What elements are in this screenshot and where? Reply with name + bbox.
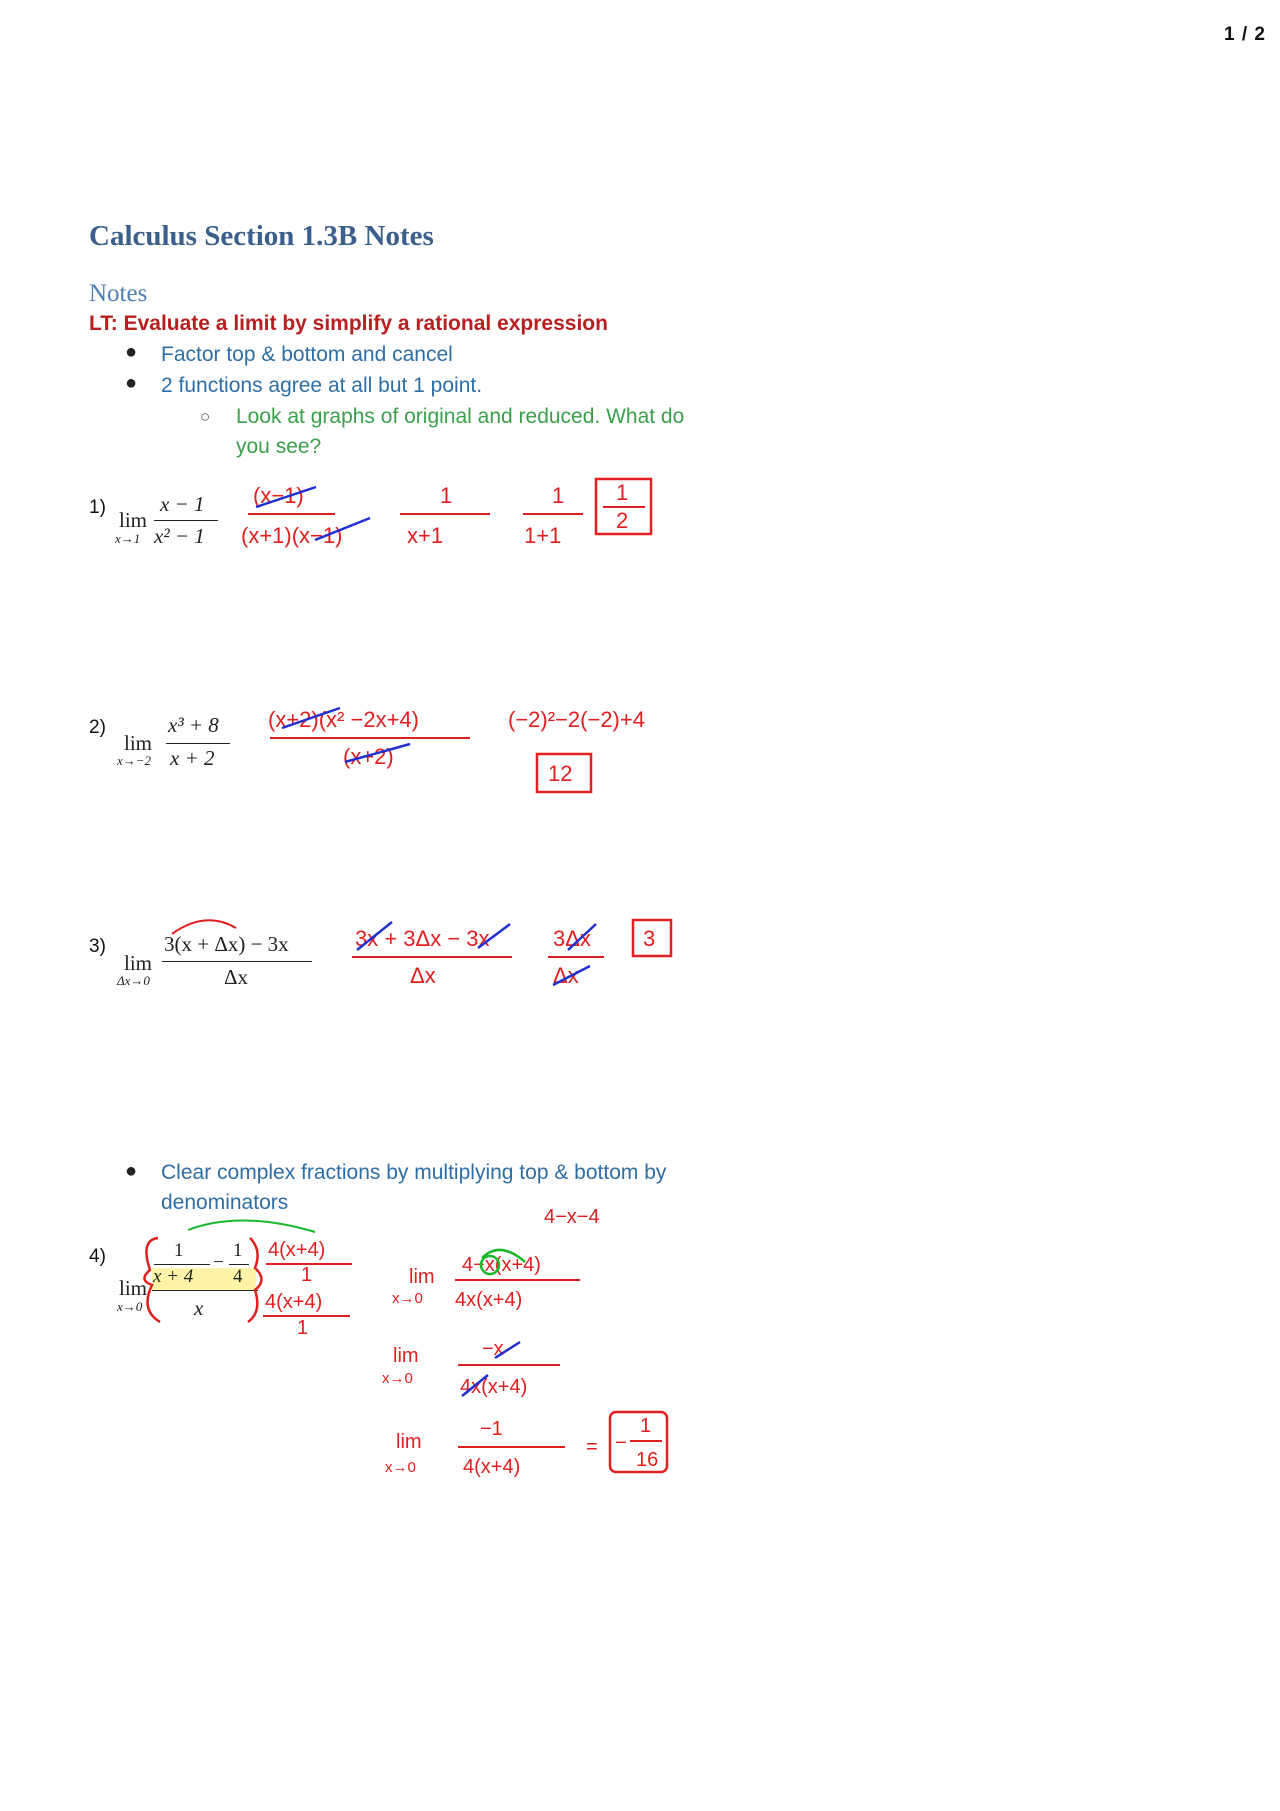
ink-text: 1+1 — [524, 523, 562, 548]
problem-3-lim-sub: Δx→0 — [117, 973, 150, 988]
problem-1-lim: lim — [119, 508, 148, 532]
ink-text: 3 — [643, 926, 656, 951]
problem-4-minus: − — [213, 1252, 224, 1273]
ink-text: 1 — [297, 1317, 309, 1339]
ink-text: lim — [393, 1345, 419, 1367]
ink-text: x+1 — [407, 523, 444, 548]
ink-text: lim — [396, 1431, 422, 1453]
problem-4-inner-num-b: 1 — [233, 1240, 243, 1261]
problem-4-lim: lim — [119, 1276, 148, 1300]
page-title: Calculus Section 1.3B Notes — [89, 220, 434, 252]
ink-text: = — [586, 1436, 598, 1458]
ink-text: 12 — [548, 761, 573, 786]
ink-text: x→0 — [392, 1290, 423, 1307]
ink-text: 4−x−4 — [544, 1206, 600, 1228]
problem-2-denominator: x + 2 — [170, 746, 215, 770]
ink-text: 1 — [301, 1264, 313, 1286]
learning-target: LT: Evaluate a limit by simplify a rational expression — [89, 312, 608, 335]
ink-text: −x — [482, 1338, 504, 1360]
ink-bracket — [144, 1238, 160, 1322]
problem-1-denominator: x² − 1 — [154, 524, 205, 548]
ink-text: Δx — [553, 963, 579, 988]
ink-text: x→0 — [385, 1459, 416, 1476]
ink-text: 1 — [440, 483, 453, 508]
ink-text: 4x(x+4) — [455, 1289, 523, 1311]
problem-4-inner-num-a: 1 — [174, 1240, 184, 1261]
problem-1-numerator: x − 1 — [160, 492, 205, 516]
sub-bullet-line-2: you see? — [236, 435, 322, 458]
ink-text: 2 — [616, 508, 629, 533]
problem-3-denominator: Δx — [224, 965, 249, 989]
ink-text: (x−1) — [253, 483, 304, 508]
ink-text: 3Δx — [553, 926, 591, 951]
problem-1-lim-sub: x→1 — [115, 531, 141, 546]
problem-3-number: 3) — [89, 936, 106, 957]
ink-text: 3x + 3Δx − 3x — [355, 926, 490, 951]
problem-3-lim: lim — [124, 951, 153, 975]
ink-text: (x+2) — [343, 744, 394, 769]
problem-1-handwritten-work — [241, 479, 651, 548]
ink-text: Δx — [410, 963, 436, 988]
ink-text: 4(x+4) — [265, 1291, 323, 1313]
problem-2-number: 2) — [89, 717, 106, 738]
circle-bullet-icon: ○ — [200, 407, 211, 426]
ink-text: (x+2)(x² −2x+4) — [268, 707, 419, 732]
ink-text: lim — [409, 1266, 435, 1288]
ink-arc — [172, 920, 236, 934]
problem-4-handwritten-work — [144, 1206, 667, 1478]
ink-text: 16 — [636, 1449, 659, 1471]
bullet-text: Factor top & bottom and cancel — [161, 343, 453, 366]
problem-4-lim-sub: x→0 — [117, 1299, 143, 1314]
ink-text: 1 — [552, 483, 565, 508]
bullet-3-line-2: denominators — [161, 1191, 289, 1214]
ink-text: −1 — [480, 1418, 503, 1440]
problem-2-lim-sub: x→−2 — [117, 753, 152, 768]
ink-text: 4(x+4) — [463, 1456, 521, 1478]
ink-text: x→0 — [382, 1370, 413, 1387]
ink-text: 4−x(x+4) — [462, 1254, 541, 1276]
bullet-dot-icon: ● — [125, 1160, 138, 1182]
problem-1-number: 1) — [89, 497, 106, 518]
problem-3-handwritten-work — [172, 920, 671, 988]
bullet-text: 2 functions agree at all but 1 point. — [161, 374, 483, 397]
sub-bullet-line-1: Look at graphs of original and reduced. What do — [236, 405, 685, 428]
notes-heading: Notes — [89, 280, 148, 307]
problem-4-inner-den-a: x + 4 — [153, 1266, 194, 1287]
ink-text: − — [615, 1432, 627, 1454]
problem-2-handwritten-work — [268, 707, 645, 792]
bullet-dot-icon: ● — [125, 341, 138, 363]
bullet-dot-icon: ● — [125, 372, 138, 394]
page-number: 1 / 2 — [1224, 24, 1266, 45]
problem-2-lim: lim — [124, 731, 153, 755]
ink-text: (x+1)(x−1) — [241, 523, 343, 548]
ink-bracket — [248, 1238, 262, 1322]
ink-text: (−2)²−2(−2)+4 — [508, 707, 645, 732]
problem-2-numerator: x³ + 8 — [168, 713, 219, 737]
ink-text: 1 — [616, 480, 629, 505]
problem-4-denominator: x — [194, 1296, 204, 1320]
ink-green-arc — [188, 1220, 315, 1232]
ink-text: 1 — [640, 1415, 652, 1437]
ink-text: 4x(x+4) — [460, 1376, 528, 1398]
bullet-3-line-1: Clear complex fractions by multiplying top & bottom by — [161, 1161, 667, 1184]
problem-3-numerator: 3(x + Δx) − 3x — [164, 932, 289, 956]
problem-4-number: 4) — [89, 1246, 106, 1267]
ink-text: 4(x+4) — [268, 1239, 326, 1261]
problem-4-inner-den-b: 4 — [233, 1266, 243, 1287]
